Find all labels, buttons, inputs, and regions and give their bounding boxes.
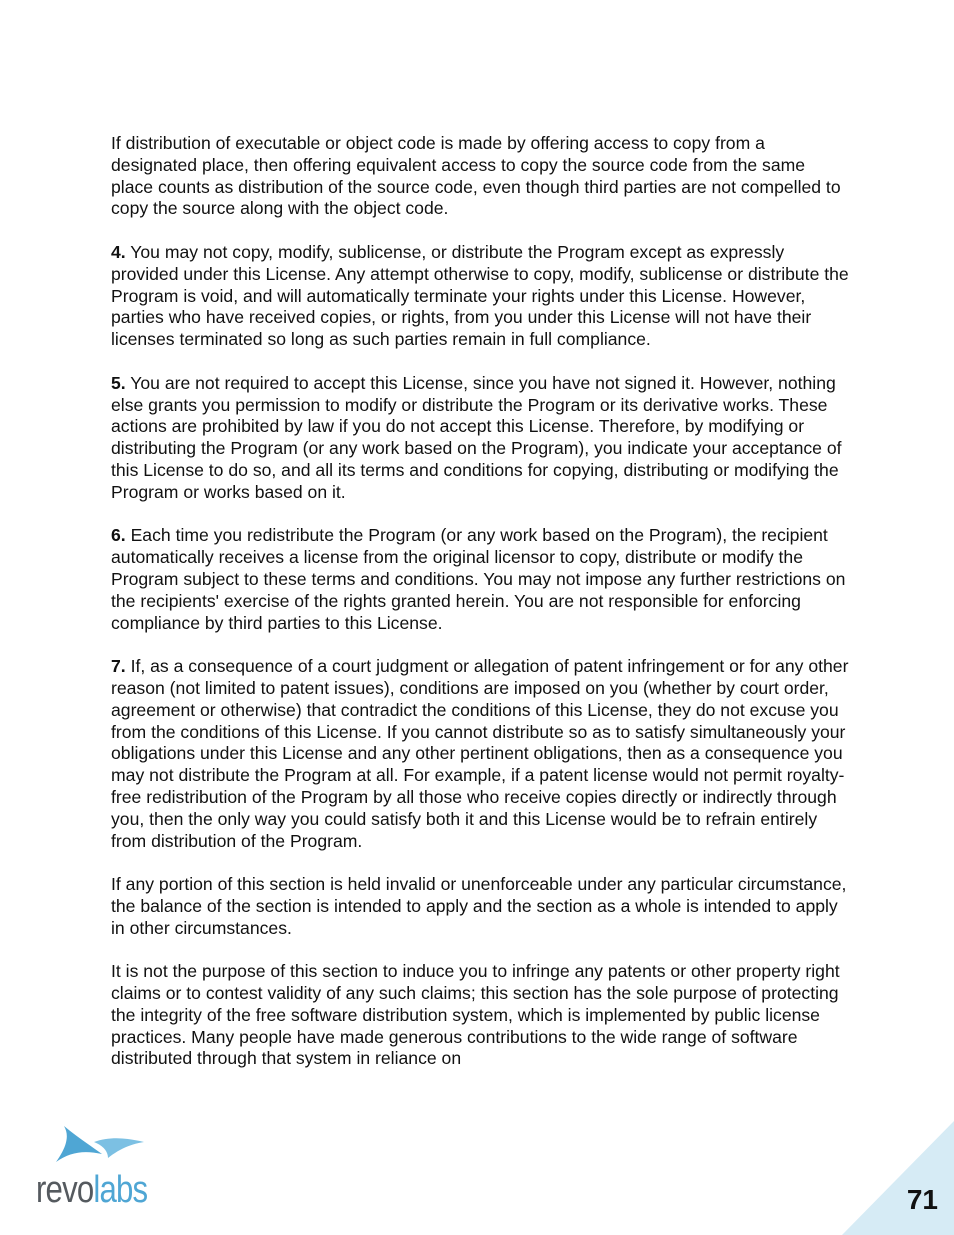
paragraph-0	[111, 133, 851, 220]
paragraph-6-number: 6.	[111, 525, 126, 546]
paragraph-0-text: If distribution of executable or object code is made by offering access to copy from a designated place, then offering equivalent access to copy the source code from the same place counts as distribution of the source code, even though third parties are not compelled to copy the source along with the object code.	[111, 133, 841, 219]
paragraph-5-number: 5.	[111, 372, 126, 393]
paragraph-7b-text: If any portion of this section is held invalid or unenforceable under any particular circumstance, the balance of the section is intended to apply and the section as a whole is intended to apply in other circumstances.	[111, 874, 847, 938]
paragraph-6-text: Each time you redistribute the Program (or any work based on the Program), the recipient automatically receives a license from the original licensor to copy, distribute or modify the Program subject to these terms and conditions. You may not impose any further restrictions on the recipients' exercise of the rights granted herein. You are not responsible for enforcing compliance by third parties to this License.	[111, 525, 846, 633]
paragraph-7-number: 7.	[111, 656, 126, 677]
document-body	[111, 133, 851, 1092]
paragraph-4-number: 4.	[111, 241, 126, 262]
paragraph-4-text: You may not copy, modify, sublicense, or distribute the Program except as expressly provided under this License. Any attempt otherwise to copy, modify, sublicense or distribute the Program is void, and will automatically terminate your rights under this License. However, parties who have received copies, or rights, from you under this License will not have their licenses terminated so long as such parties remain in full compliance.	[111, 241, 849, 350]
page-number: 71	[906, 1184, 938, 1215]
paragraph-4	[111, 242, 851, 351]
logo-text-revo: revo	[36, 1169, 94, 1211]
revolabs-logo-wordmark	[36, 1168, 147, 1212]
paragraph-7-invalid-portion	[111, 874, 851, 939]
logo-text-labs: labs	[93, 1169, 148, 1211]
paragraph-5-text: You are not required to accept this License, since you have not signed it. However, nothing else grants you permission to modify or distribute the Program or its derivative works. These actions are prohibited by law if you do not accept this License. Therefore, by modifying or distributing the Program (or any work based on the Program), you indicate your acceptance of this License to do so, and all its terms and conditions for copying, distributing or modifying the Program or works based on it.	[111, 372, 842, 502]
paragraph-7	[111, 656, 851, 852]
paragraph-7-purpose	[111, 961, 851, 1070]
paragraph-7c-text: It is not the purpose of this section to induce you to infringe any patents or other property right claims or to contest validity of any such claims; this section has the sole purpose of protecting the integrity of the free software distribution system, which is implemented by public license practices. Many people have made generous contributions to the wide range of software distributed through that system in reliance on	[111, 961, 840, 1069]
paragraph-5	[111, 373, 851, 504]
paragraph-6	[111, 525, 851, 634]
page-corner-triangle	[842, 1121, 954, 1235]
paragraph-7-text: If, as a consequence of a court judgment or allegation of patent infringement or for any other reason (not limited to patent issues), conditions are imposed on you (whether by court order, agreement or otherwise) that contradict the conditions of this License, they do not excuse you from the conditions of this License. If you cannot distribute so as to satisfy simultaneously your obligations under this License and any other pertinent obligations, then as a consequence you may not distribute the Program at all. For example, if a patent license would not permit royalty-free redistribution of the Program by all those who receive copies directly or indirectly through you, then the only way you could satisfy both it and this License would be to refrain entirely from distribution of the Program.	[111, 656, 849, 851]
